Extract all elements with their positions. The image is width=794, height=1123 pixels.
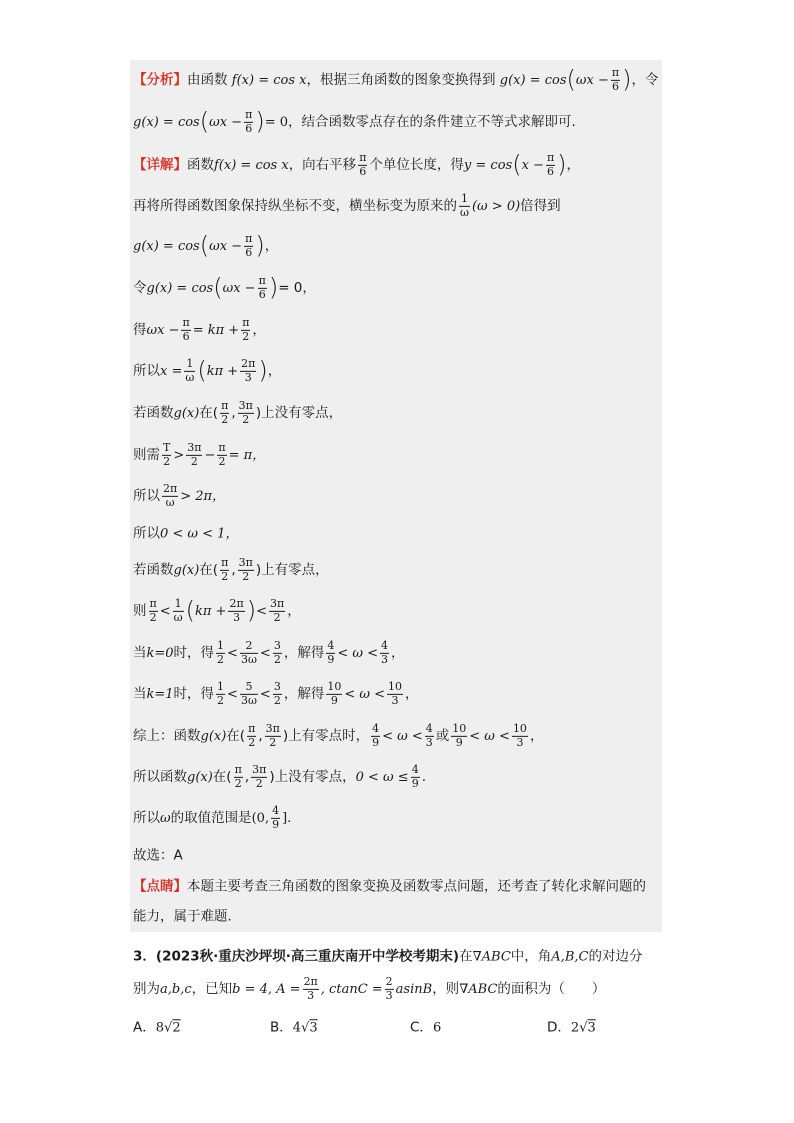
analysis-line-2: g(x) = cos(ωx − $\frac{\pi}{6}$ )= 0，结合函数零点存在的条件建立不等式求解即可.: [133, 107, 576, 136]
option-d[interactable]: D．2√3: [547, 1019, 596, 1036]
formula: x =: [160, 364, 183, 379]
text: 当: [133, 686, 147, 702]
detail-line-11: 若函数g(x)在( $\frac{\pi}{2}$ , $\frac{3\pi}{2}$ )上有零点，: [133, 555, 329, 583]
text: ，结合函数零点存在的条件建立不等式求解即可.: [287, 114, 576, 130]
text: 若函数: [133, 562, 174, 578]
text: 综上：函数: [133, 728, 201, 744]
detail-line-15: 综上：函数g(x)在( $\frac{\pi}{2}$ , $\frac{3\pi}{2}$ )上有零点时， $\frac{4}{9}$ < ω < $\frac{4}{3}$ 或 $\frac{10}{9}$ < ω < $\frac{10}{3}$ ，: [133, 721, 544, 749]
text: 则需: [133, 447, 160, 463]
formula: g(x) = cos: [133, 115, 200, 130]
text: 所以: [133, 525, 160, 542]
answer-line: [133, 849, 183, 863]
text: ，: [264, 238, 279, 254]
text: 若函数: [133, 405, 174, 421]
paren: ): [622, 65, 632, 94]
text: 个单位长度，得: [369, 157, 464, 173]
text: 在(: [199, 405, 219, 421]
text: ，: [566, 157, 581, 173]
text: 所以: [133, 363, 160, 379]
text: 由函数: [187, 72, 228, 88]
detail-line-12: 则 $\frac{\pi}{2}$ < $\frac{1}{\omega}$ (kπ + $\frac{2\pi}{3}$ )< $\frac{3\pi}{2}$ ，: [133, 596, 301, 625]
detail-line-13: 当k=0时，得 $\frac{1}{2}$ < $\frac{2}{3\omega}$ < $\frac{3}{2}$ ，解得 $\frac{4}{9}$ < ω < $\frac{4}{3}$ ，: [133, 638, 405, 666]
formula: g(x) = cos: [499, 73, 567, 88]
detail-line-2: [133, 193, 561, 219]
answer-text: 故选：A: [133, 847, 183, 864]
text: 所以: [133, 810, 160, 826]
text: 倍得到: [520, 198, 561, 214]
text: 当: [133, 645, 147, 661]
formula: f(x) = cos x: [214, 158, 289, 173]
remark-line-1: [133, 880, 646, 894]
text: ，向右平移: [288, 157, 357, 173]
formula: g(x) = cos: [146, 281, 214, 296]
formula: kπ +: [206, 364, 239, 379]
remark-tag: 【点睛】: [133, 878, 187, 895]
detail-line-10: [133, 527, 238, 541]
detail-line-9: 所以 $\frac{2\pi}{\omega}$ > 2π，: [133, 481, 226, 509]
formula: f(x) = cos x: [231, 73, 307, 88]
formula: (ω > 0): [471, 199, 521, 214]
option-a[interactable]: A．8√2: [133, 1019, 181, 1036]
detail-line-4: 令g(x) = cos(ωx − $\frac{\pi}{6}$ )= 0，: [133, 273, 316, 302]
question-source: (2023秋·重庆沙坪坝·高三重庆南开中学校考期末): [155, 948, 460, 965]
detail-line-1: 【详解】函数f(x) = cos x，向右平移 $\frac{\pi}{6}$ 个单位长度，得y = cos(x − $\frac{\pi}{6}$ )，: [133, 150, 581, 179]
formula: g(x): [173, 563, 200, 578]
analysis-line-1: 【分析】由函数 f(x) = cos x，根据三角函数的图象变换得到 g(x) = cos(ωx − $\frac{\pi}{6}$ )，令: [133, 65, 659, 94]
text: 得: [133, 322, 147, 338]
analysis-tag: 【分析】: [133, 72, 187, 88]
fraction: $\frac{\pi}{6}$: [359, 150, 367, 178]
text: = 0，: [278, 280, 316, 296]
text: 函数: [187, 157, 214, 173]
formula: = kπ +: [192, 323, 240, 338]
detail-line-5: 得ωx − $\frac{\pi}{6}$ = kπ + $\frac{\pi}{2}$ ，: [133, 315, 266, 343]
fraction: $\frac{1}{\omega}$: [460, 191, 469, 219]
text: ，: [252, 322, 266, 338]
formula: ωx −: [146, 323, 180, 338]
detail-line-3: g(x) = cos(ωx − $\frac{\pi}{6}$ )，: [133, 231, 279, 260]
formula: y = cos: [463, 158, 513, 173]
text: )上没有零点，: [255, 405, 343, 421]
option-c[interactable]: C．6: [410, 1019, 442, 1036]
text: 所以: [133, 488, 160, 504]
detail-line-17: 所以ω的取值范围是(0, $\frac{4}{9}$ ].: [133, 803, 292, 831]
detail-line-16: 所以函数g(x)在( $\frac{\pi}{2}$ , $\frac{3\pi}{2}$ )上没有零点，0 < ω ≤ $\frac{4}{9}$ .: [133, 762, 426, 790]
detail-line-14: 当k=1时，得 $\frac{1}{2}$ < $\frac{5}{3\omega}$ < $\frac{3}{2}$ ，解得 $\frac{10}{9}$ < ω < $\frac{10}{3}$ ，: [133, 679, 419, 707]
text: 本题主要考查三角函数的图象变换及函数零点问题，还考查了转化求解问题的: [187, 878, 646, 895]
detail-line-8: 则需 $\frac{T}{2}$ > $\frac{3\pi}{2}$ − $\frac{\pi}{2}$ = π，: [133, 440, 266, 468]
paren: (: [566, 65, 576, 94]
detail-line-7: 若函数g(x)在( $\frac{\pi}{2}$ , $\frac{3\pi}{2}$ )上没有零点，: [133, 398, 343, 426]
text: ，根据三角函数的图象变换得到: [306, 72, 496, 88]
remark-line-2: [133, 910, 232, 924]
detail-line-6: 所以x = $\frac{1}{\omega}$ (kπ + $\frac{2\pi}{3}$ )，: [133, 356, 282, 385]
fraction: $\frac{\pi}{6}$: [245, 107, 253, 135]
text: 所以函数: [133, 769, 187, 785]
formula: 0 < ω < 1，: [160, 526, 239, 542]
text: 再将所得函数图象保持纵坐标不变，横坐标变为原来的: [133, 198, 457, 214]
formula: = 0: [264, 115, 288, 130]
question-3-line-1: 3．(2023秋·重庆沙坪坝·高三重庆南开中学校考期末)在∇ABC中，角A,B,C的对边分: [133, 948, 643, 965]
option-b[interactable]: B．4√3: [270, 1019, 318, 1036]
fraction: $\frac{\pi}{6}$: [611, 65, 620, 93]
question-3-line-2: 别为a,b,c，已知b = 4, A = $\frac{2\pi}{3}$ , ctanC = $\frac{2}{3}$ asinB，则∇ABC的面积为（ ）: [133, 974, 606, 1002]
text: 令: [133, 280, 147, 296]
text: 则: [133, 603, 147, 619]
text: 能力，属于难题.: [133, 908, 232, 925]
question-number: 3．: [133, 948, 156, 965]
formula: g(x) = cos: [133, 239, 200, 254]
formula: g(x): [173, 406, 200, 421]
text: ，令: [631, 72, 659, 88]
detail-tag: 【详解】: [133, 157, 187, 173]
text: ，: [267, 363, 282, 379]
